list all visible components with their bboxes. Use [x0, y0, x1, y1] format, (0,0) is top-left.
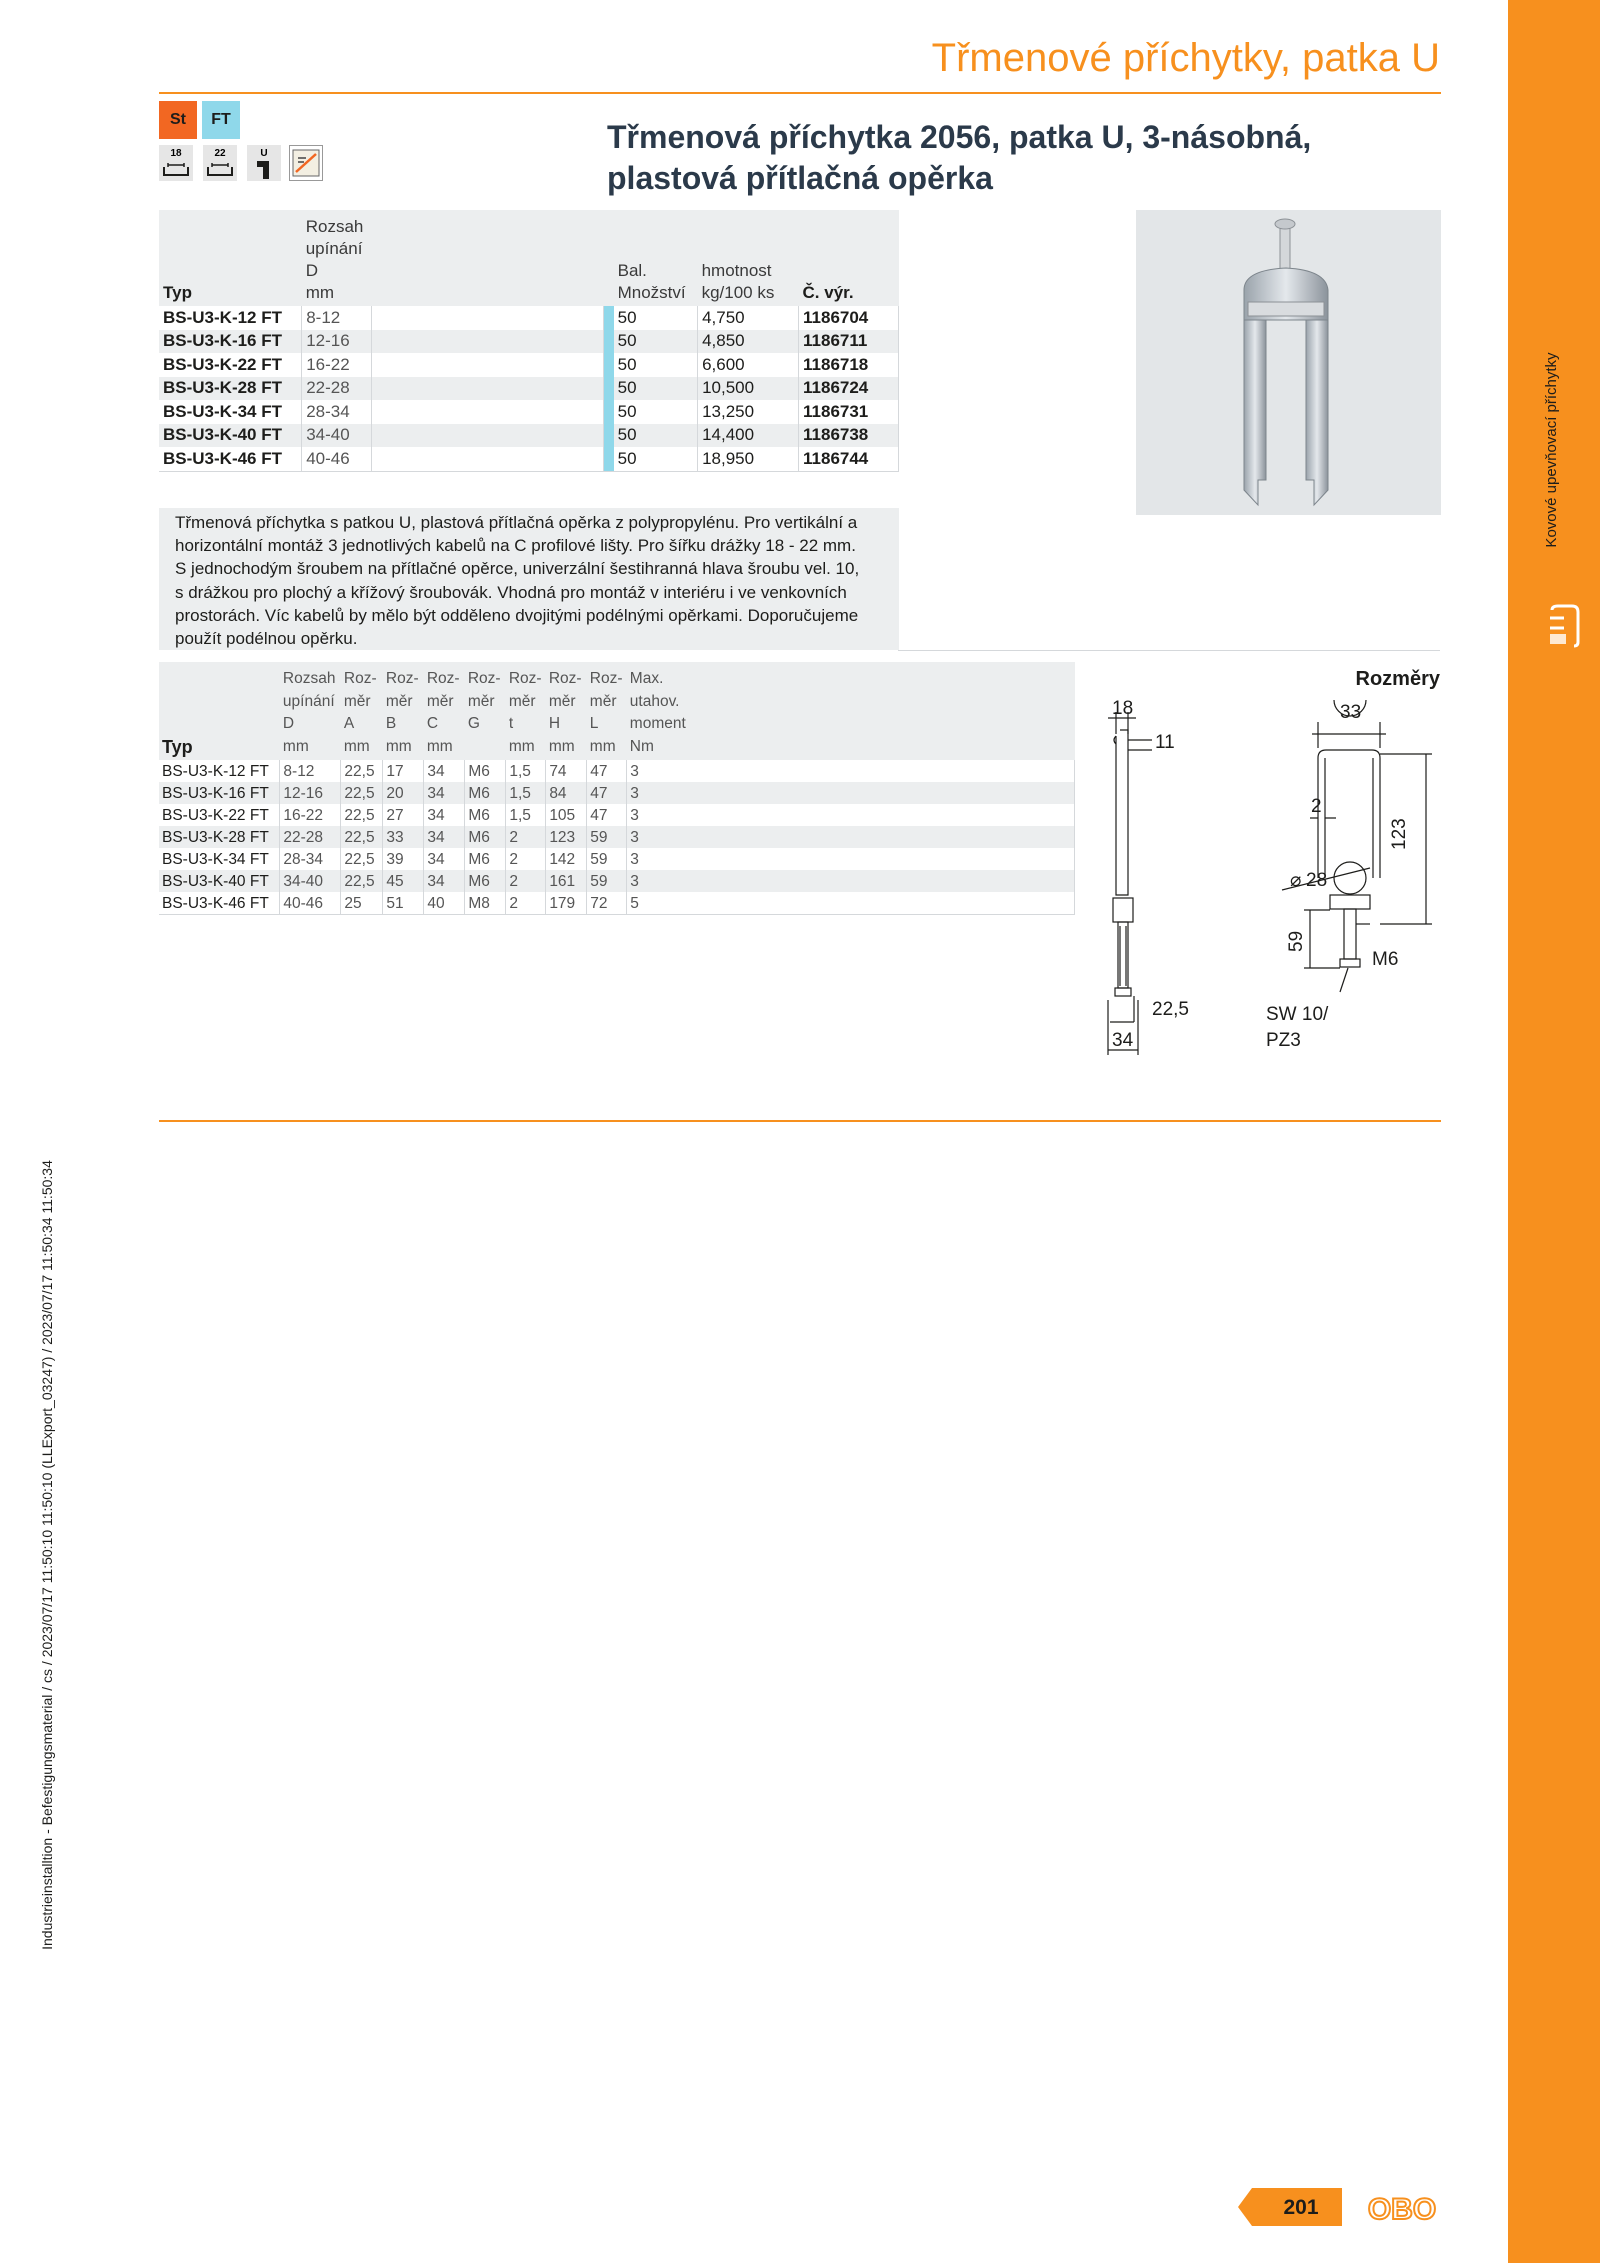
dim-a-cell: 22,5: [341, 826, 383, 848]
range-cell: 8-12: [302, 306, 372, 330]
col-spacer: [372, 210, 603, 306]
clamp-category-icon: [1546, 604, 1582, 648]
rail-width-18-icon: [159, 145, 193, 181]
table-row: [159, 447, 899, 471]
svg-text:SW 10/: SW 10/: [1266, 1004, 1329, 1025]
weight-cell: 6,600: [698, 353, 799, 377]
col-dim-h: Roz- měr H mm: [546, 662, 587, 760]
rail-width-22-icon: [203, 145, 237, 181]
type-cell: BS-U3-K-22 FT: [159, 804, 280, 826]
svg-text:22: 22: [214, 148, 226, 159]
side-category-label: Kovové upevňovací příchytky: [1543, 352, 1560, 548]
dimensions-table-header: [159, 662, 1075, 760]
table-row: [159, 848, 1075, 870]
type-cell: BS-U3-K-34 FT: [159, 400, 302, 424]
dim-a-cell: 25: [341, 892, 383, 915]
article-number: 1186704: [799, 306, 899, 330]
svg-text:11: 11: [1155, 732, 1175, 753]
diameter-icon: ⌀: [1290, 870, 1302, 891]
article-number: 1186731: [799, 400, 899, 424]
col-dim-t: Roz- měr t mm: [506, 662, 546, 760]
article-number: 1186738: [799, 424, 899, 448]
torque-cell: 5: [627, 892, 1075, 915]
dim-g-cell: M8: [465, 892, 506, 915]
section-rule: [159, 1120, 1441, 1122]
divider: [898, 650, 1440, 651]
col-range: Rozsah upínání D mm: [280, 662, 341, 760]
dimensions-table: [159, 662, 1075, 915]
product-photo: [1136, 210, 1441, 515]
svg-text:OBO: OBO: [1367, 2193, 1437, 2226]
range-cell: 34-40: [302, 424, 372, 448]
range-cell: 28-34: [280, 848, 341, 870]
type-cell: BS-U3-K-12 FT: [159, 760, 280, 782]
dim-b-cell: 39: [383, 848, 424, 870]
col-dim-l: Roz- měr L mm: [587, 662, 627, 760]
spacer-cell: [372, 353, 603, 377]
pack-cell: 50: [614, 424, 698, 448]
weight-cell: 18,950: [698, 447, 799, 471]
dim-h-cell: 179: [546, 892, 587, 915]
dim-g-cell: M6: [465, 760, 506, 782]
svg-text:2: 2: [1311, 796, 1322, 817]
svg-text:123: 123: [1389, 818, 1410, 850]
dim-h-cell: 123: [546, 826, 587, 848]
table-row: [159, 306, 899, 330]
ft-marker: [603, 447, 613, 471]
ft-marker: [603, 400, 613, 424]
dim-l-cell: 47: [587, 760, 627, 782]
dim-h-cell: 105: [546, 804, 587, 826]
u-foot-icon: [247, 145, 281, 181]
dim-c-cell: 34: [424, 848, 465, 870]
svg-text:U: U: [260, 148, 268, 159]
dim-g-cell: M6: [465, 870, 506, 892]
table-row: [159, 760, 1075, 782]
dim-b-cell: 20: [383, 782, 424, 804]
type-cell: BS-U3-K-40 FT: [159, 424, 302, 448]
ft-marker: [603, 377, 613, 401]
material-badge: St: [159, 101, 197, 139]
svg-text:59: 59: [1286, 930, 1307, 952]
col-dim-c: Roz- měr C mm: [424, 662, 465, 760]
pack-cell: 50: [614, 353, 698, 377]
type-cell: BS-U3-K-16 FT: [159, 782, 280, 804]
weight-cell: 10,500: [698, 377, 799, 401]
print-imprint: Industrieinstalltion - Befestigungsmaterial / cs / 2023/07/17 11:50:10 11:50:10 (LLExport_03247) / 2023/07/17 11:50:34 11:50:34: [39, 1160, 55, 1950]
table-row: [159, 400, 899, 424]
dim-c-cell: 34: [424, 782, 465, 804]
svg-text:34: 34: [1112, 1030, 1134, 1051]
halogen-free-icon: [289, 145, 323, 181]
description-line: S jednochodým šroubem na přítlačné opěrce, univerzální šestihranná hlava šroubu vel. 10,: [175, 559, 860, 579]
col-dim-b: Roz- měr B mm: [383, 662, 424, 760]
range-cell: 22-28: [302, 377, 372, 401]
col-torque: Max. utahov. moment Nm: [627, 662, 1075, 760]
dim-l-cell: 72: [587, 892, 627, 915]
col-range: Rozsah upínání D mm: [302, 210, 372, 306]
dim-t-cell: 1,5: [506, 804, 546, 826]
dim-h-cell: 142: [546, 848, 587, 870]
range-cell: 22-28: [280, 826, 341, 848]
spacer-cell: [372, 400, 603, 424]
ft-marker: [603, 330, 613, 354]
col-pack: Bal. Množství: [614, 210, 698, 306]
col-dim-a: Roz- měr A mm: [341, 662, 383, 760]
dim-a-cell: 22,5: [341, 804, 383, 826]
type-cell: BS-U3-K-28 FT: [159, 826, 280, 848]
dim-a-cell: 22,5: [341, 870, 383, 892]
dim-c-cell: 34: [424, 826, 465, 848]
type-cell: BS-U3-K-28 FT: [159, 377, 302, 401]
spacer-cell: [372, 447, 603, 471]
dim-l-cell: 59: [587, 848, 627, 870]
ft-marker: [603, 353, 613, 377]
type-cell: BS-U3-K-46 FT: [159, 447, 302, 471]
product-description: [159, 508, 899, 650]
dim-l-cell: 47: [587, 804, 627, 826]
dimensions-title: Rozměry: [1355, 668, 1440, 690]
range-cell: 8-12: [280, 760, 341, 782]
type-cell: BS-U3-K-46 FT: [159, 892, 280, 915]
dim-a-cell: 22,5: [341, 760, 383, 782]
svg-text:18: 18: [170, 148, 182, 159]
dim-l-cell: 59: [587, 826, 627, 848]
page-number: 201: [1283, 2196, 1319, 2219]
torque-cell: 3: [627, 804, 1075, 826]
pack-cell: 50: [614, 400, 698, 424]
table-row: [159, 804, 1075, 826]
torque-cell: 3: [627, 760, 1075, 782]
pack-cell: 50: [614, 377, 698, 401]
article-number: 1186711: [799, 330, 899, 354]
obo-logo: [1360, 2190, 1444, 2226]
dim-h-cell: 74: [546, 760, 587, 782]
weight-cell: 4,850: [698, 330, 799, 354]
dim-c-cell: 40: [424, 892, 465, 915]
description-line: s drážkou pro plochý a křížový šroubovák. Vhodná pro montáž v interiéru i ve venkovních: [175, 582, 847, 602]
svg-text:PZ3: PZ3: [1266, 1030, 1301, 1051]
type-cell: BS-U3-K-12 FT: [159, 306, 302, 330]
dim-t-cell: 2: [506, 826, 546, 848]
table-row: [159, 782, 1075, 804]
pack-cell: 50: [614, 447, 698, 471]
col-bar: [603, 210, 613, 306]
weight-cell: 13,250: [698, 400, 799, 424]
article-number: 1186744: [799, 447, 899, 471]
dim-h-cell: 161: [546, 870, 587, 892]
weight-cell: 14,400: [698, 424, 799, 448]
svg-text:22,5: 22,5: [1152, 999, 1189, 1020]
svg-text:28: 28: [1306, 870, 1328, 891]
torque-cell: 3: [627, 848, 1075, 870]
description-line: prostorách. Víc kabelů by mělo být odděleno dvojitými podélnými opěrkami. Doporučujeme: [175, 605, 859, 625]
dim-g-cell: M6: [465, 826, 506, 848]
table-row: [159, 377, 899, 401]
product-title: Třmenová příchytka 2056, patka U, 3-násobná, plastová přítlačná opěrka: [607, 119, 1312, 196]
description-line: použít podélnou opěrku.: [175, 629, 358, 649]
description-line: horizontální montáž 3 jednotlivých kabelů na C profilové lišty. Pro šířku drážky 18 - 22 mm.: [175, 536, 856, 556]
header-rule: [159, 92, 1441, 94]
dim-l-cell: 47: [587, 782, 627, 804]
dim-g-cell: M6: [465, 848, 506, 870]
dim-b-cell: 45: [383, 870, 424, 892]
dim-b-cell: 17: [383, 760, 424, 782]
order-table: [159, 210, 899, 472]
ft-marker: [603, 424, 613, 448]
page-title: Třmenové příchytky, patka U: [931, 36, 1440, 80]
range-cell: 12-16: [302, 330, 372, 354]
col-typ: Typ: [159, 662, 280, 760]
table-row: [159, 870, 1075, 892]
dim-c-cell: 34: [424, 760, 465, 782]
svg-text:M6: M6: [1372, 949, 1399, 970]
dim-t-cell: 2: [506, 870, 546, 892]
col-weight: hmotnost kg/100 ks: [698, 210, 799, 306]
range-cell: 34-40: [280, 870, 341, 892]
svg-text:33: 33: [1340, 702, 1362, 723]
dim-t-cell: 2: [506, 892, 546, 915]
finish-badge: FT: [202, 101, 240, 139]
torque-cell: 3: [627, 826, 1075, 848]
range-cell: 16-22: [280, 804, 341, 826]
dim-c-cell: 34: [424, 804, 465, 826]
type-cell: BS-U3-K-40 FT: [159, 870, 280, 892]
table-row: [159, 353, 899, 377]
range-cell: 16-22: [302, 353, 372, 377]
article-number: 1186718: [799, 353, 899, 377]
table-row: [159, 424, 899, 448]
pack-cell: 50: [614, 330, 698, 354]
dim-a-cell: 22,5: [341, 782, 383, 804]
spacer-cell: [372, 424, 603, 448]
spacer-cell: [372, 330, 603, 354]
dim-g-cell: M6: [465, 804, 506, 826]
col-article: Č. výr.: [799, 210, 899, 306]
torque-cell: 3: [627, 782, 1075, 804]
dim-a-cell: 22,5: [341, 848, 383, 870]
ft-marker: [603, 306, 613, 330]
spacer-cell: [372, 377, 603, 401]
type-cell: BS-U3-K-34 FT: [159, 848, 280, 870]
spacer-cell: [372, 306, 603, 330]
svg-text:18: 18: [1112, 700, 1134, 719]
col-dim-g: Roz- měr G: [465, 662, 506, 760]
order-table-header: [159, 210, 899, 306]
dim-b-cell: 33: [383, 826, 424, 848]
table-row: [159, 892, 1075, 915]
range-cell: 40-46: [302, 447, 372, 471]
article-number: 1186724: [799, 377, 899, 401]
dim-c-cell: 34: [424, 870, 465, 892]
dim-h-cell: 84: [546, 782, 587, 804]
dim-t-cell: 1,5: [506, 782, 546, 804]
range-cell: 28-34: [302, 400, 372, 424]
table-row: [159, 330, 899, 354]
dim-t-cell: 1,5: [506, 760, 546, 782]
type-cell: BS-U3-K-22 FT: [159, 353, 302, 377]
description-line: Třmenová příchytka s patkou U, plastová přítlačná opěrka z polypropylénu. Pro vertikální a: [175, 513, 858, 532]
pack-cell: 50: [614, 306, 698, 330]
type-cell: BS-U3-K-16 FT: [159, 330, 302, 354]
dim-l-cell: 59: [587, 870, 627, 892]
range-cell: 40-46: [280, 892, 341, 915]
weight-cell: 4,750: [698, 306, 799, 330]
dim-b-cell: 51: [383, 892, 424, 915]
dim-t-cell: 2: [506, 848, 546, 870]
dimension-drawing: [1100, 700, 1460, 1080]
torque-cell: 3: [627, 870, 1075, 892]
dim-g-cell: M6: [465, 782, 506, 804]
col-typ: Typ: [159, 210, 302, 306]
range-cell: 12-16: [280, 782, 341, 804]
dim-b-cell: 27: [383, 804, 424, 826]
table-row: [159, 826, 1075, 848]
